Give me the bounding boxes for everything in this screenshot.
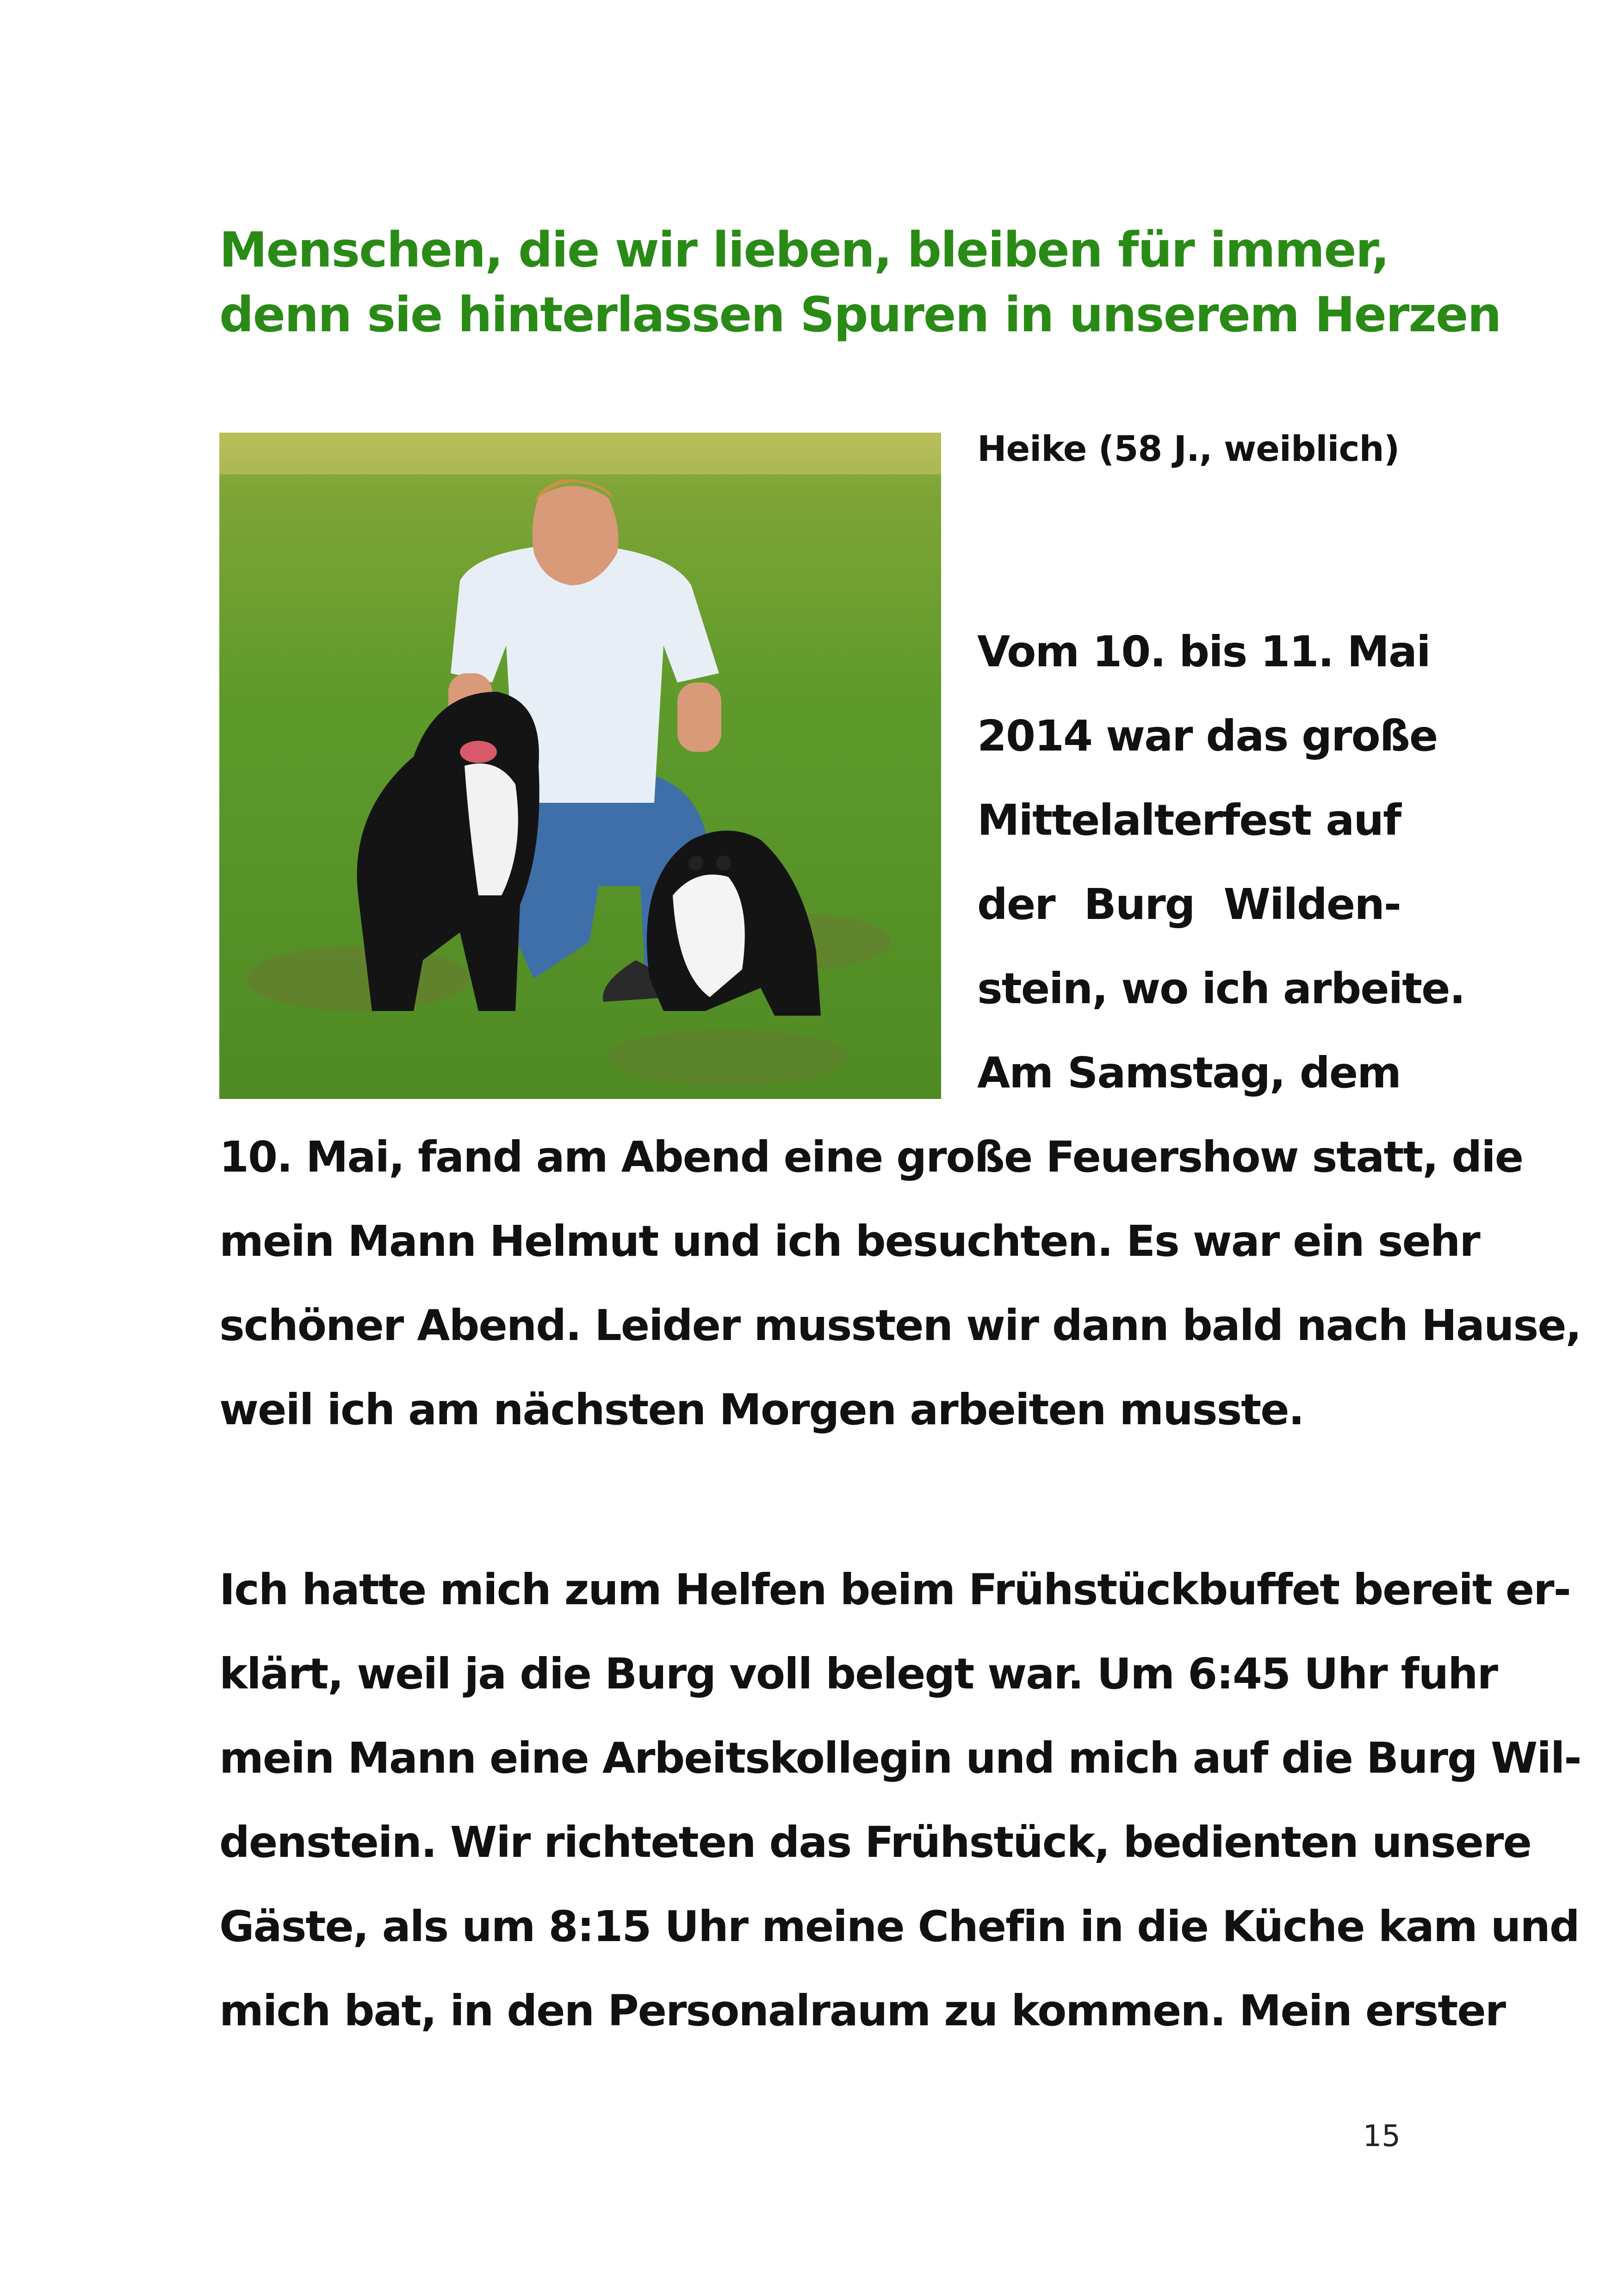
side-text-block — [977, 610, 1465, 1115]
page-number: 15 — [1363, 2119, 1401, 2153]
paragraph-line: denstein. Wir richteten das Frühstück, bedienten unsere — [219, 1818, 1531, 1867]
title-line-2: denn sie hinterlassen Spuren in unserem Herzen — [219, 286, 1501, 343]
paragraph-line: mein Mann Helmut und ich besuchten. Es war ein sehr — [219, 1216, 1480, 1266]
photo-man-with-dogs — [219, 433, 941, 1099]
side-line: Mittelalterfest auf — [977, 795, 1401, 845]
side-line: stein, wo ich arbeite. — [977, 964, 1465, 1013]
side-line: der Burg Wilden- — [977, 880, 1401, 929]
paragraph-line: 10. Mai, fand am Abend eine große Feuershow statt, die — [219, 1132, 1523, 1182]
paragraph-line: weil ich am nächsten Morgen arbeiten musste. — [219, 1385, 1304, 1434]
paragraph-line: klärt, weil ja die Burg voll belegt war. Um 6:45 Uhr fuhr — [219, 1649, 1498, 1699]
paragraph-line: mein Mann eine Arbeitskollegin und mich auf die Burg Wil- — [219, 1733, 1581, 1783]
title-line-1: Menschen, die wir lieben, bleiben für immer, — [219, 222, 1389, 278]
photo-illustration — [219, 433, 941, 1099]
side-line: Vom 10. bis 11. Mai — [977, 627, 1430, 676]
side-line: Am Samstag, dem — [977, 1048, 1401, 1098]
author-label: Heike (58 J., weiblich) — [977, 428, 1400, 469]
page-title — [219, 217, 1501, 347]
paragraph-1 — [219, 1115, 1581, 1452]
side-line: 2014 war das große — [977, 711, 1438, 761]
paragraph-line: Ich hatte mich zum Helfen beim Frühstückbuffet bereit er- — [219, 1565, 1570, 1614]
paragraph-line: Gäste, als um 8:15 Uhr meine Chefin in die Küche kam und — [219, 1902, 1579, 1951]
paragraph-line: mich bat, in den Personalraum zu kommen. Mein erster — [219, 1986, 1506, 2035]
paragraph-2 — [219, 1548, 1581, 2053]
paragraph-line: schöner Abend. Leider mussten wir dann bald nach Hause, — [219, 1301, 1581, 1350]
